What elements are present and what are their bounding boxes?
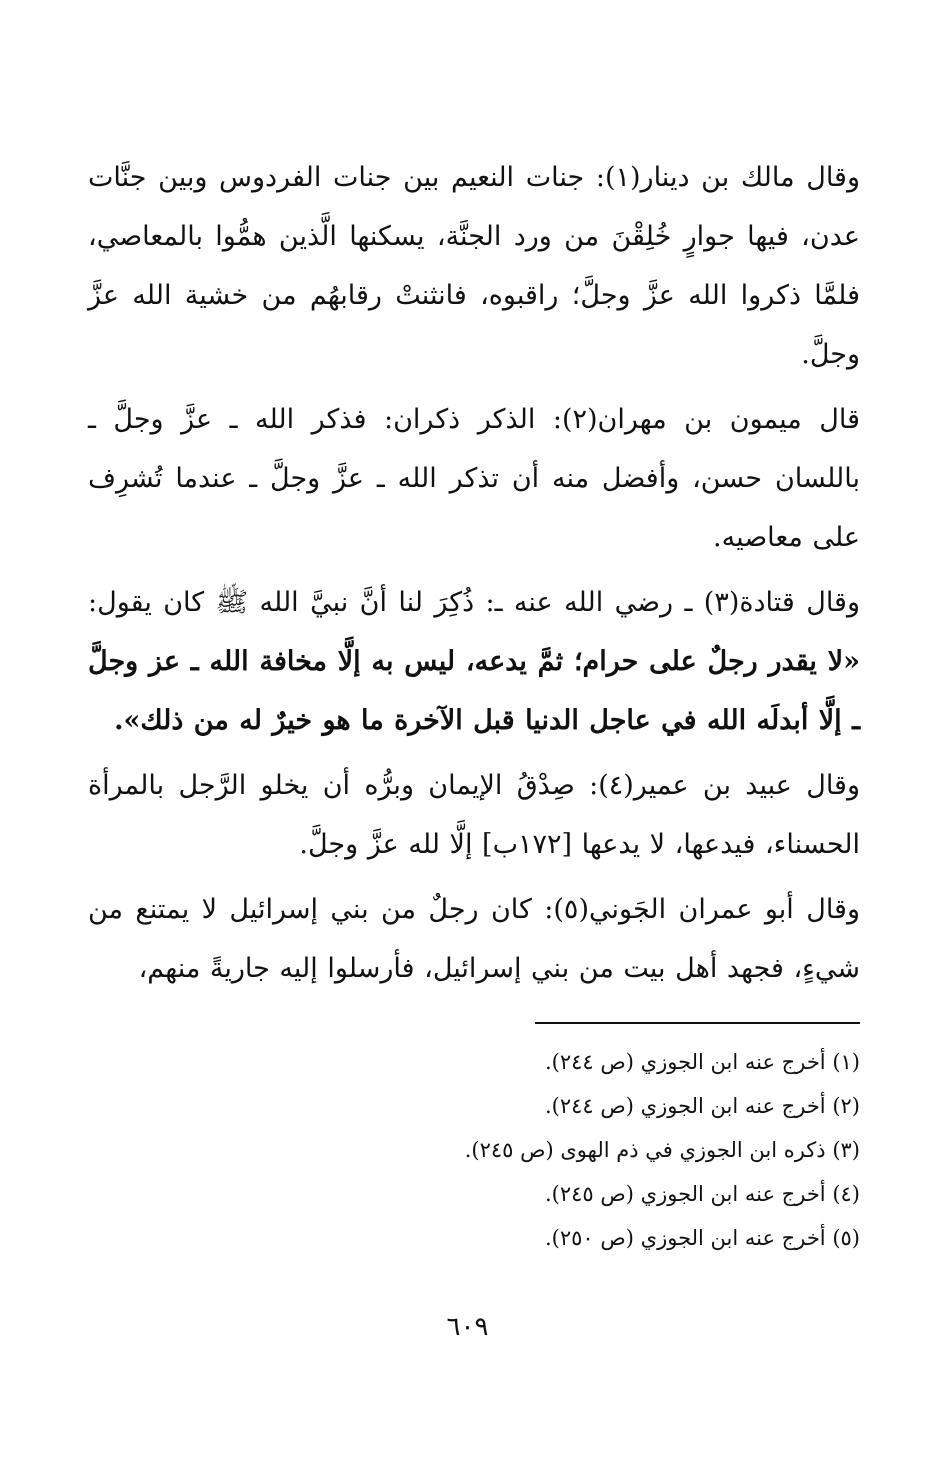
footnotes (300, 1040, 860, 1260)
paragraph-abu-imran-al-jawni (88, 880, 860, 998)
paragraph-ubayd-ibn-umayr (88, 756, 860, 874)
paragraph-malik-ibn-dinar (88, 148, 860, 384)
paragraph-qatada (88, 573, 860, 750)
paragraph-text: وقال عبيد بن عمير(٤): صِدْقُ الإيمان وبرُّه أن يخلو الرَّجل بالمرأة الحسناء، فيدعها، لا يدعها [١٧٢ب] إلَّا لله عزَّ وجلَّ. (88, 770, 861, 860)
main-text (88, 148, 860, 1004)
footnote-1: (١) أخرج عنه ابن الجوزي (ص ٢٤٤). (545, 1050, 860, 1074)
paragraph-text: وقال أبو عمران الجَوني(٥): كان رجلٌ من بني إسرائيل لا يمتنع من شيءٍ، فجهد أهل بيت من بني إسرائيل، فأرسلوا إليه جاريةً منهم، (88, 894, 860, 984)
paragraph-maymun-ibn-mihran (88, 390, 860, 567)
page-number: ٦٠٩ (446, 1312, 489, 1342)
paragraph-text: وقال مالك بن دينار(١): جنات النعيم بين جنات الفردوس وبين جنَّات عدن، فيها جوارٍ خُلِقْنَ من ورد الجنَّة، يسكنها الَّذين همُّوا بالمعاصي، فلمَّا ذكروا الله عزَّ وجلَّ؛ راقبوه، فانثنتْ رقابهُم من خشية الله عزَّ وجلَّ. (88, 162, 860, 370)
footnote-3: (٣) ذكره ابن الجوزي في ذم الهوى (ص ٢٤٥). (464, 1138, 860, 1162)
paragraph-text: قال ميمون بن مهران(٢): الذكر ذكران: فذكر الله ـ عزَّ وجلَّ ـ باللسان حسن، وأفضل منه أن تذكر الله ـ عزَّ وجلَّ ـ عندما تُشرِف على معاصيه. (88, 404, 861, 553)
hadith-quote: «لا يقدر رجلٌ على حرام؛ ثمَّ يدعه، ليس به إلَّا مخافة الله ـ عز وجلَّ ـ إلَّا أبدلَه الله في عاجل الدنيا قبل الآخرة ما هو خيرٌ له من ذلك». (88, 646, 860, 736)
footnote-separator (535, 1022, 860, 1024)
footnote-2: (٢) أخرج عنه ابن الجوزي (ص ٢٤٤). (545, 1094, 860, 1118)
footnote-5: (٥) أخرج عنه ابن الجوزي (ص ٢٥٠). (545, 1226, 860, 1250)
footnote-4: (٤) أخرج عنه ابن الجوزي (ص ٢٤٥). (545, 1182, 860, 1206)
paragraph-text: وقال قتادة(٣) ـ رضي الله عنه ـ: ذُكِرَ لنا أنَّ نبيَّ الله ﷺ كان يقول: (88, 587, 860, 618)
